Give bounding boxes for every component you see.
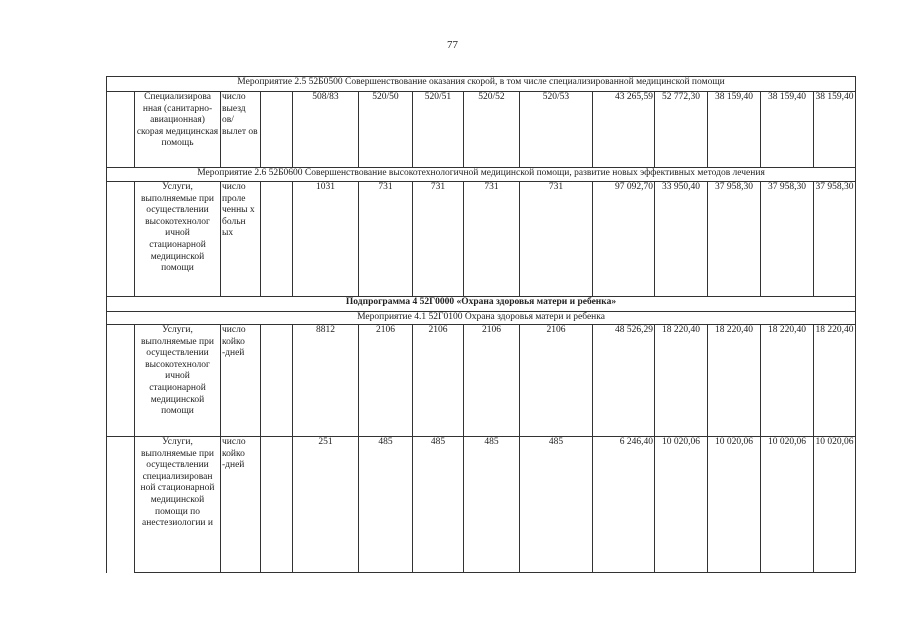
cost-total: 97 092,70 [593, 182, 655, 297]
indicator-value: 508/83 [293, 92, 359, 168]
table-row [107, 437, 856, 573]
cost-value: 38 159,40 [814, 92, 856, 168]
cost-value: 10 020,06 [655, 437, 708, 573]
cost-value: 10 020,06 [708, 437, 761, 573]
service-name: Услуги, выполняемые при осуществлении высокотехнолог ичной стационарной медицинской помощи [135, 325, 221, 437]
unit-cell: число проле ченны х больн ых [221, 182, 261, 297]
indicator-value: 520/52 [464, 92, 520, 168]
indicator-value: 520/50 [359, 92, 413, 168]
section-header-row [107, 168, 856, 182]
service-name: Услуги, выполняемые при осуществлении специализирован ной стационарной медицинской помощи по анестезиологии и [135, 437, 221, 573]
service-name: Специализирова нная (санитарно- авиационная) скорая медицинская помощь [135, 92, 221, 168]
page-number: 77 [447, 39, 458, 51]
cost-value: 37 958,30 [708, 182, 761, 297]
cost-value: 18 220,40 [708, 325, 761, 437]
cost-value: 38 159,40 [708, 92, 761, 168]
cost-value: 37 958,30 [761, 182, 814, 297]
indicator-value: 2106 [464, 325, 520, 437]
row-indent-cell [107, 92, 135, 168]
indicator-value: 2106 [359, 325, 413, 437]
indicator-value: 485 [464, 437, 520, 573]
row-indent-cell [107, 182, 135, 297]
indicator-value: 731 [464, 182, 520, 297]
service-name: Услуги, выполняемые при осуществлении высокотехнолог ичной стационарной медицинской помощи [135, 182, 221, 297]
indicator-value: 485 [359, 437, 413, 573]
measure-title: Мероприятие 2.6 52Б0600 Совершенствование высокотехнологичной медицинской помощи, развитие новых эффективных методов лечения [107, 168, 856, 182]
cost-value: 38 159,40 [761, 92, 814, 168]
indicator-value: 485 [413, 437, 464, 573]
indicator-value: 2106 [520, 325, 593, 437]
cost-total: 6 246,40 [593, 437, 655, 573]
unit-cell: число выезд ов/ вылет ов [221, 92, 261, 168]
indicator-value: 2106 [413, 325, 464, 437]
cost-value: 18 220,40 [761, 325, 814, 437]
table-row [107, 325, 856, 437]
section-header-row [107, 312, 856, 325]
indicator-value: 731 [520, 182, 593, 297]
budget-table [106, 76, 856, 573]
unit-cell: число койко -дней [221, 437, 261, 573]
indicator-value: 520/53 [520, 92, 593, 168]
cost-value: 18 220,40 [655, 325, 708, 437]
cost-value: 10 020,06 [814, 437, 856, 573]
cost-value: 37 958,30 [814, 182, 856, 297]
row-indent-cell [107, 325, 135, 437]
section-header-row [107, 77, 856, 92]
empty-cell [261, 325, 293, 437]
table-row [107, 182, 856, 297]
cost-value: 10 020,06 [761, 437, 814, 573]
empty-cell [261, 92, 293, 168]
cost-value: 52 772,30 [655, 92, 708, 168]
cost-value: 18 220,40 [814, 325, 856, 437]
section-header-row [107, 297, 856, 312]
indicator-value: 731 [413, 182, 464, 297]
empty-cell [261, 182, 293, 297]
cost-total: 48 526,29 [593, 325, 655, 437]
measure-title: Мероприятие 2.5 52Б0500 Совершенствование оказания скорой, в том числе специализированной медицинской помощи [107, 77, 856, 92]
cost-value: 33 950,40 [655, 182, 708, 297]
table-row [107, 92, 856, 168]
row-indent-cell [107, 437, 135, 573]
subprogram-title: Подпрограмма 4 52Г0000 «Охрана здоровья матери и ребенка» [107, 297, 856, 312]
indicator-value: 1031 [293, 182, 359, 297]
indicator-value: 251 [293, 437, 359, 573]
cost-total: 43 265,59 [593, 92, 655, 168]
indicator-value: 731 [359, 182, 413, 297]
empty-cell [261, 437, 293, 573]
indicator-value: 520/51 [413, 92, 464, 168]
indicator-value: 485 [520, 437, 593, 573]
indicator-value: 8812 [293, 325, 359, 437]
measure-title: Мероприятие 4.1 52Г0100 Охрана здоровья матери и ребенка [107, 312, 856, 325]
unit-cell: число койко -дней [221, 325, 261, 437]
